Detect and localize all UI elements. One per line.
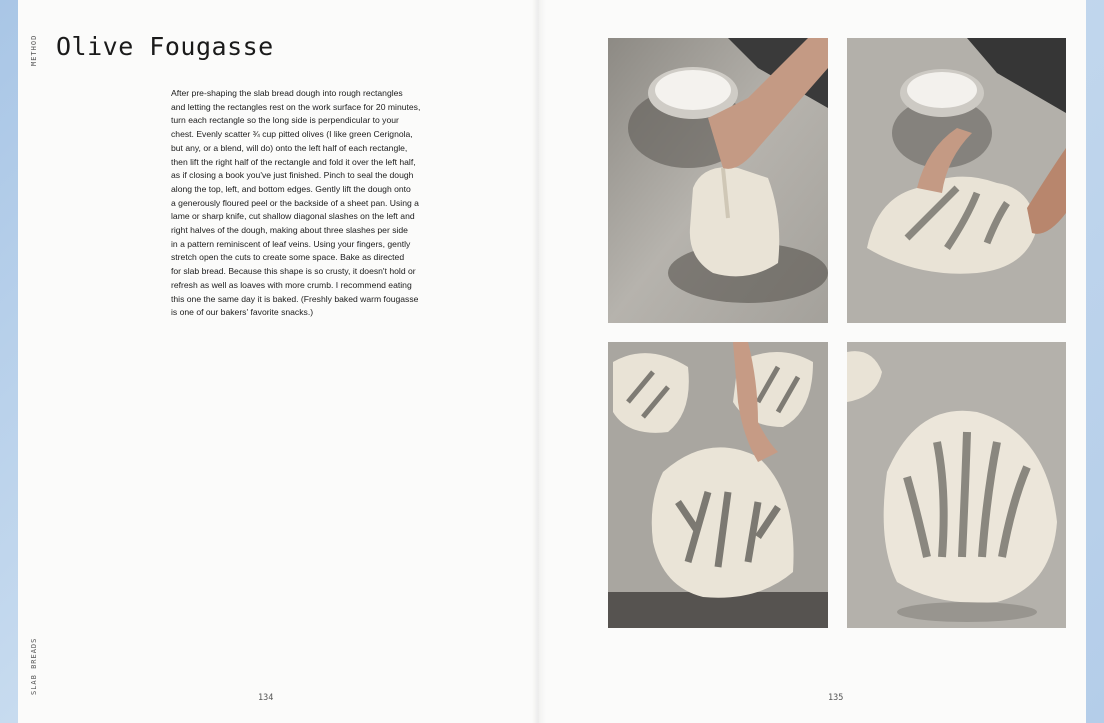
- body-line: but any, or a blend, will do) onto the left half of each rectangle,: [171, 142, 408, 153]
- photo-shaped-fougasse-tray: [608, 342, 828, 628]
- chapter-label: SLAB BREADS: [30, 637, 38, 695]
- body-line: refresh as well as loaves with more crumb. I recommend eating: [171, 279, 412, 290]
- photo-folding-dough: [608, 38, 828, 323]
- recipe-method-text: [171, 87, 461, 320]
- photo-finished-fougasse: [847, 342, 1066, 628]
- body-line: stretch open the cuts to create some space. Bake as directed: [171, 252, 405, 263]
- body-line: this one the same day it is baked. (Freshly baked warm fougasse: [171, 293, 419, 304]
- body-line: in a pattern reminiscent of leaf veins. Using your fingers, gently: [171, 238, 411, 249]
- body-line: along the top, left, and bottom edges. Gently lift the dough onto: [171, 183, 411, 194]
- page-number-right: 135: [828, 693, 844, 703]
- body-line: then lift the right half of the rectangle and fold it over the left half,: [171, 156, 416, 167]
- section-label: METHOD: [30, 34, 38, 66]
- body-line: chest. Evenly scatter ¾ cup pitted olives (I like green Cerignola,: [171, 129, 413, 140]
- body-line: and letting the rectangles rest on the work surface for 20 minutes,: [171, 101, 421, 112]
- photo-stretching-slashes: [847, 38, 1066, 323]
- body-line: lame or sharp knife, cut shallow diagonal slashes on the left and: [171, 211, 415, 222]
- page-number-left: 134: [258, 693, 274, 703]
- book-gutter: [532, 0, 546, 723]
- body-line: a generously floured peel or the backside of a sheet pan. Using a: [171, 197, 419, 208]
- body-line: for slab bread. Because this shape is so crusty, it doesn't hold or: [171, 266, 416, 277]
- body-line: turn each rectangle so the long side is perpendicular to your: [171, 115, 399, 126]
- body-line: is one of our bakers' favorite snacks.): [171, 307, 314, 318]
- recipe-title: Olive Fougasse: [56, 32, 274, 61]
- body-line: After pre-shaping the slab bread dough into rough rectangles: [171, 88, 403, 98]
- body-line: as if closing a book you've just finished. Pinch to seal the dough: [171, 170, 414, 181]
- body-line: right halves of the dough, making about three slashes per side: [171, 225, 408, 236]
